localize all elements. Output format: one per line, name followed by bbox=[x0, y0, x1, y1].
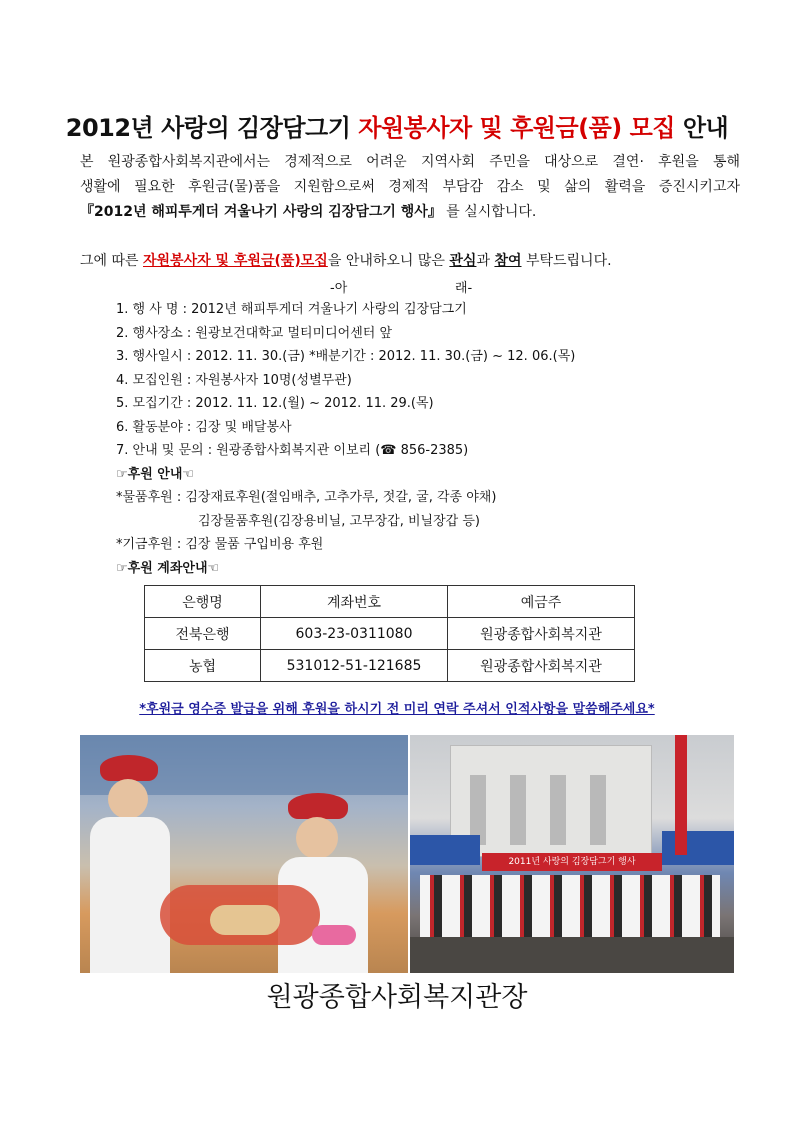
group-photo bbox=[410, 735, 734, 973]
column-header: 은행명 bbox=[145, 586, 261, 618]
title-part3: 안내 bbox=[675, 114, 729, 142]
detail-item: 6. 활동분야 : 김장 및 배달봉사 bbox=[116, 419, 292, 435]
intro-paragraph bbox=[80, 150, 740, 225]
table-row bbox=[145, 618, 635, 650]
column-header: 계좌번호 bbox=[261, 586, 448, 618]
pillar bbox=[590, 775, 606, 845]
goods-sponsor: *물품후원 : 김장재료후원(절임배추, 고추가루, 젓갈, 굴, 각종 야채) bbox=[116, 490, 497, 505]
red-hat bbox=[288, 793, 348, 819]
detail-item: 7. 안내 및 문의 : 원광종합사회복지관 이보리 (☎ 856-2385) bbox=[116, 443, 469, 458]
group-of-people bbox=[420, 875, 720, 937]
column-header: 예금주 bbox=[448, 586, 635, 618]
ground bbox=[410, 937, 734, 973]
detail-item: 1. 행 사 명 : 2012년 해피투게더 겨울나기 사랑의 김장담그기 bbox=[116, 302, 467, 317]
page-title bbox=[0, 108, 794, 143]
invite-suffix: 부탁드립니다. bbox=[521, 253, 612, 269]
event-name: 『2012년 해피투게더 겨울나기 사랑의 김장담그기 행사』 bbox=[80, 204, 442, 220]
intro-line-3-rest: 를 실시합니다. bbox=[446, 204, 537, 220]
pillar bbox=[510, 775, 526, 845]
arae-right: 래- bbox=[455, 281, 473, 296]
vertical-banner bbox=[675, 735, 687, 855]
face bbox=[296, 817, 338, 859]
intro-line-3 bbox=[80, 200, 740, 225]
account-holder-cell: 원광종합사회복지관 bbox=[448, 650, 635, 682]
receipt-notice: *후원금 영수증 발급을 위해 후원을 하시기 전 미리 연락 주셔서 인적사항을 말씀해주세요* bbox=[139, 702, 655, 717]
account-number-cell: 531012-51-121685 bbox=[261, 650, 448, 682]
cabbage bbox=[210, 905, 280, 935]
invite-interest: 관심 bbox=[449, 253, 477, 269]
intro-line-2: 생활에 필요한 후원금(물)품을 지원함으로써 경제적 부담감 감소 및 삶의 활력을 증진시키고자 bbox=[80, 179, 740, 195]
event-banner: 2011년 사랑의 김장담그기 행사 bbox=[482, 853, 662, 871]
goods-sponsor-line2: 김장물품후원(김장용비닐, 고무장갑, 비닐장갑 등) bbox=[198, 513, 480, 529]
title-part1: 2012년 사랑의 김장담그기 bbox=[65, 114, 359, 142]
details-list bbox=[116, 298, 575, 580]
arae-left: -아 bbox=[330, 281, 348, 296]
detail-item: 4. 모집인원 : 자원봉사자 10명(성별무관) bbox=[116, 372, 352, 388]
invite-line bbox=[80, 250, 612, 270]
intro-line-1: 본 원광종합사회복지관에서는 경제적으로 어려운 지역사회 주민을 대상으로 결연· 후원을 통해 bbox=[80, 154, 740, 170]
bank-name-cell: 농협 bbox=[145, 650, 261, 682]
signature: 원광종합사회복지관장 bbox=[266, 982, 528, 1013]
face bbox=[108, 779, 148, 819]
kimchi-making-photo bbox=[80, 735, 408, 973]
apron bbox=[90, 817, 170, 973]
account-table bbox=[144, 585, 635, 682]
detail-item: 3. 행사일시 : 2012. 11. 30.(금) *배분기간 : 2012. 11. 30.(금) ~ 12. 06.(목) bbox=[116, 349, 576, 364]
blue-tent bbox=[662, 831, 734, 865]
bank-name-cell: 전북은행 bbox=[145, 618, 261, 650]
invite-highlight: 자원봉사자 및 후원금(품)모집 bbox=[143, 253, 328, 269]
invite-and: 과 bbox=[476, 253, 495, 269]
pink-glove bbox=[312, 925, 356, 945]
pillar bbox=[550, 775, 566, 845]
account-number-cell: 603-23-0311080 bbox=[261, 618, 448, 650]
detail-item: 2. 행사장소 : 원광보건대학교 멀티미디어센터 앞 bbox=[116, 325, 393, 341]
account-holder-cell: 원광종합사회복지관 bbox=[448, 618, 635, 650]
title-highlight: 자원봉사자 및 후원금(품) 모집 bbox=[358, 114, 675, 142]
table-header-row bbox=[145, 586, 635, 618]
money-sponsor: *기금후원 : 김장 물품 구입비용 후원 bbox=[116, 537, 324, 552]
account-heading: ☞후원 계좌안내☜ bbox=[116, 560, 220, 576]
detail-item: 5. 모집기간 : 2012. 11. 12.(월) ~ 2012. 11. 29.(목) bbox=[116, 396, 434, 411]
invite-participation: 참여 bbox=[494, 253, 522, 269]
table-row bbox=[145, 650, 635, 682]
invite-middle: 을 안내하오니 많은 bbox=[327, 253, 450, 269]
invite-prefix: 그에 따른 bbox=[80, 253, 143, 269]
blue-tent bbox=[410, 835, 480, 865]
sponsor-heading: ☞후원 안내☜ bbox=[116, 466, 195, 482]
red-hat bbox=[100, 755, 158, 781]
